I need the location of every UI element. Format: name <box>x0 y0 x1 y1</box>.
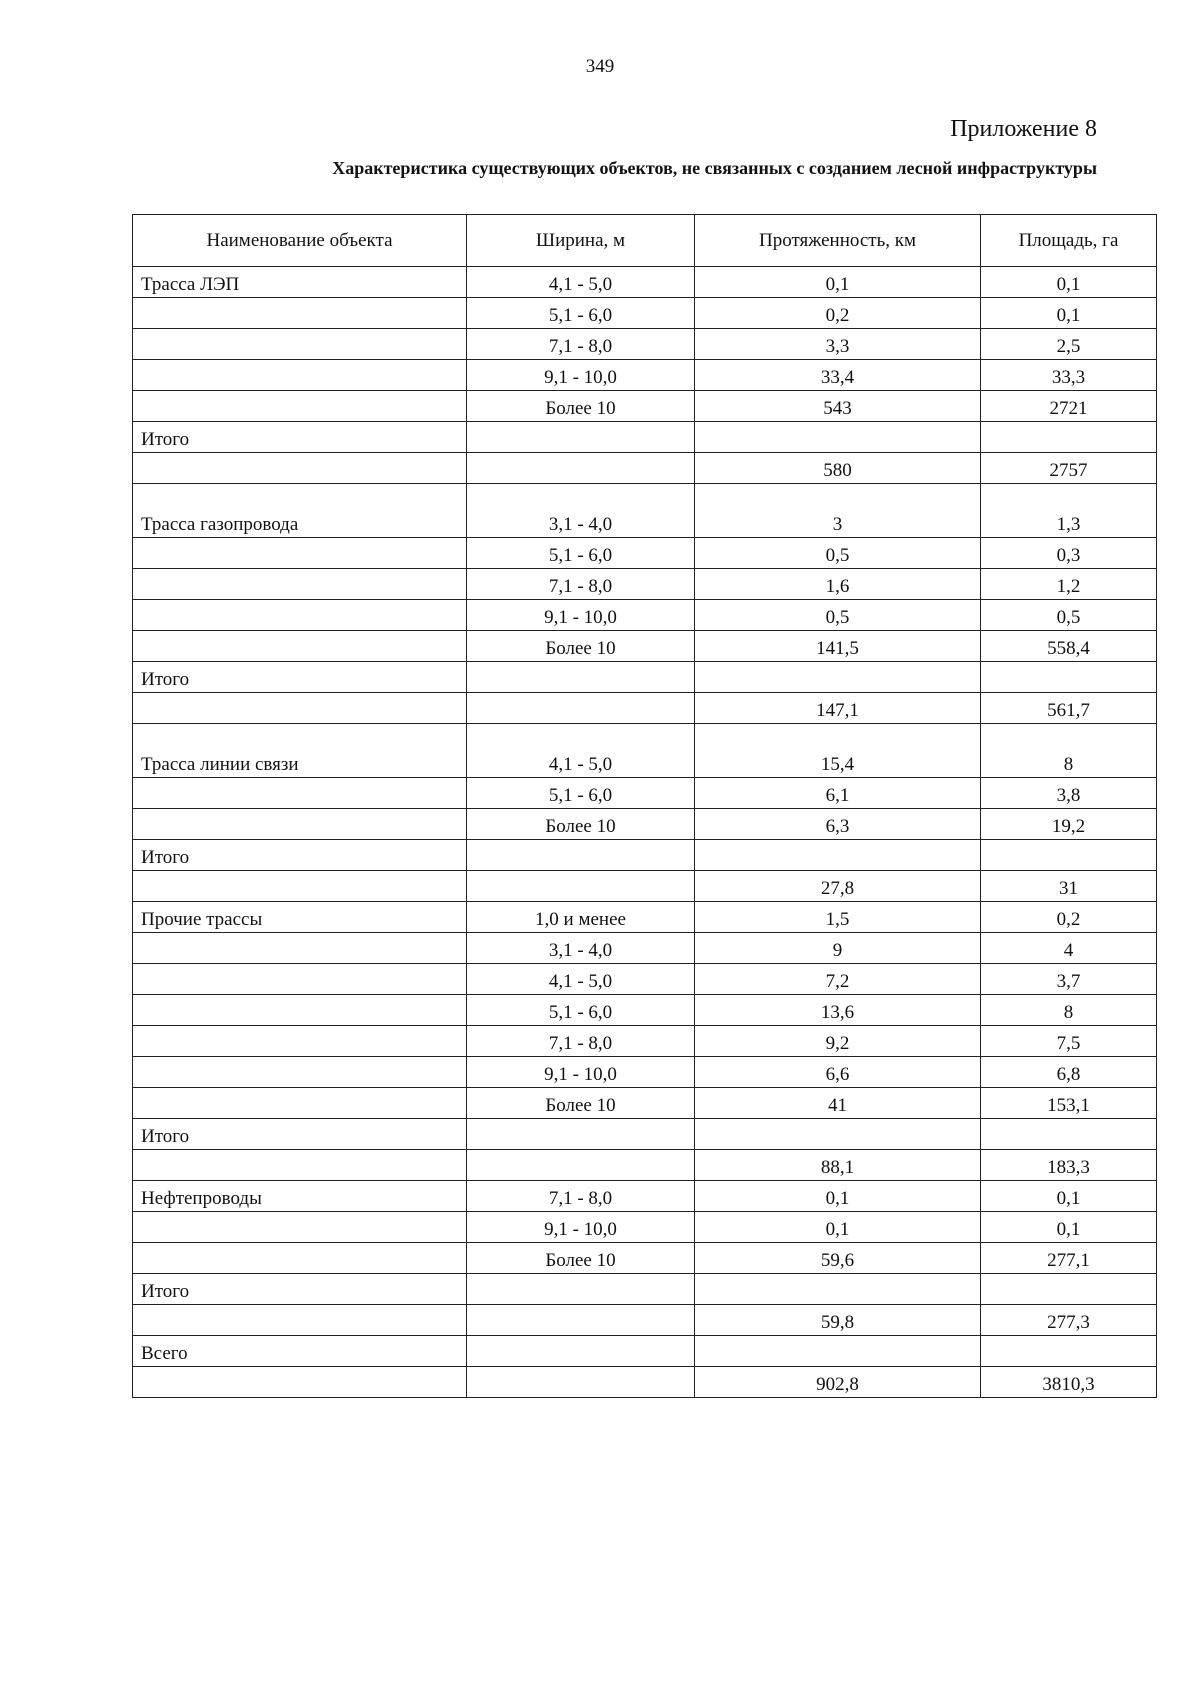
cell-object-name <box>133 1243 467 1274</box>
table-row <box>133 662 1157 693</box>
cell-length <box>695 1274 981 1305</box>
cell-width: 4,1 - 5,0 <box>467 964 695 995</box>
table-row <box>133 329 1157 360</box>
cell-area: 1,2 <box>981 569 1157 600</box>
cell-length: 1,6 <box>695 569 981 600</box>
cell-area: 8 <box>981 995 1157 1026</box>
cell-length: 9,2 <box>695 1026 981 1057</box>
header-row <box>133 215 1157 267</box>
table-row <box>133 631 1157 662</box>
table-row <box>133 995 1157 1026</box>
cell-length: 6,1 <box>695 778 981 809</box>
table-row <box>133 1057 1157 1088</box>
cell-object-name: Итого <box>133 840 467 871</box>
cell-object-name <box>133 569 467 600</box>
table-row <box>133 1212 1157 1243</box>
cell-length: 3 <box>695 484 981 538</box>
cell-width: Более 10 <box>467 809 695 840</box>
cell-length: 6,6 <box>695 1057 981 1088</box>
cell-area: 561,7 <box>981 693 1157 724</box>
cell-width: 7,1 - 8,0 <box>467 569 695 600</box>
cell-area: 3810,3 <box>981 1367 1157 1398</box>
cell-area: 3,8 <box>981 778 1157 809</box>
table-row <box>133 778 1157 809</box>
cell-length: 580 <box>695 453 981 484</box>
cell-area <box>981 1336 1157 1367</box>
document-title: Характеристика существующих объектов, не связанных с созданием лесной инфраструктуры <box>332 158 1097 178</box>
table-row <box>133 1181 1157 1212</box>
cell-length: 27,8 <box>695 871 981 902</box>
cell-width: Более 10 <box>467 631 695 662</box>
cell-length <box>695 1336 981 1367</box>
cell-object-name <box>133 933 467 964</box>
table-row <box>133 809 1157 840</box>
cell-area: 153,1 <box>981 1088 1157 1119</box>
cell-length <box>695 1119 981 1150</box>
cell-width <box>467 662 695 693</box>
cell-length: 59,6 <box>695 1243 981 1274</box>
cell-width: Более 10 <box>467 1088 695 1119</box>
cell-object-name <box>133 1212 467 1243</box>
table-row <box>133 422 1157 453</box>
cell-object-name: Итого <box>133 1119 467 1150</box>
cell-object-name <box>133 329 467 360</box>
cell-object-name: Трасса линии связи <box>133 724 467 778</box>
table-row <box>133 724 1157 778</box>
cell-area: 7,5 <box>981 1026 1157 1057</box>
table-row <box>133 1026 1157 1057</box>
cell-width <box>467 1336 695 1367</box>
cell-width: 7,1 - 8,0 <box>467 329 695 360</box>
cell-width: 1,0 и менее <box>467 902 695 933</box>
cell-object-name: Прочие трассы <box>133 902 467 933</box>
cell-object-name <box>133 809 467 840</box>
table-row <box>133 1119 1157 1150</box>
cell-object-name <box>133 1088 467 1119</box>
cell-length <box>695 840 981 871</box>
cell-area <box>981 422 1157 453</box>
cell-length: 543 <box>695 391 981 422</box>
cell-width: 9,1 - 10,0 <box>467 1057 695 1088</box>
cell-object-name <box>133 995 467 1026</box>
cell-width: 5,1 - 6,0 <box>467 995 695 1026</box>
table-row <box>133 267 1157 298</box>
cell-width: 3,1 - 4,0 <box>467 933 695 964</box>
table-row <box>133 1088 1157 1119</box>
column-header-length: Протяженность, км <box>695 215 981 267</box>
table-row <box>133 871 1157 902</box>
table-row <box>133 1243 1157 1274</box>
cell-width <box>467 422 695 453</box>
cell-length: 13,6 <box>695 995 981 1026</box>
cell-width: Более 10 <box>467 1243 695 1274</box>
cell-area: 31 <box>981 871 1157 902</box>
cell-length: 9 <box>695 933 981 964</box>
cell-area: 2721 <box>981 391 1157 422</box>
cell-length: 0,1 <box>695 267 981 298</box>
cell-width <box>467 693 695 724</box>
cell-width: 4,1 - 5,0 <box>467 267 695 298</box>
cell-object-name: Трасса газопровода <box>133 484 467 538</box>
cell-area: 0,1 <box>981 1181 1157 1212</box>
cell-length: 59,8 <box>695 1305 981 1336</box>
cell-object-name <box>133 964 467 995</box>
cell-length: 0,2 <box>695 298 981 329</box>
cell-area: 558,4 <box>981 631 1157 662</box>
cell-area: 3,7 <box>981 964 1157 995</box>
cell-object-name: Итого <box>133 662 467 693</box>
cell-length: 33,4 <box>695 360 981 391</box>
table-body <box>133 267 1157 1398</box>
cell-length: 1,5 <box>695 902 981 933</box>
cell-object-name <box>133 298 467 329</box>
cell-area: 277,3 <box>981 1305 1157 1336</box>
cell-object-name <box>133 693 467 724</box>
cell-length: 0,1 <box>695 1181 981 1212</box>
cell-width: 7,1 - 8,0 <box>467 1181 695 1212</box>
cell-length: 7,2 <box>695 964 981 995</box>
cell-area: 0,2 <box>981 902 1157 933</box>
cell-object-name <box>133 631 467 662</box>
cell-area: 0,1 <box>981 1212 1157 1243</box>
cell-width: 5,1 - 6,0 <box>467 298 695 329</box>
cell-object-name: Итого <box>133 422 467 453</box>
cell-object-name <box>133 538 467 569</box>
cell-area: 0,3 <box>981 538 1157 569</box>
table-row <box>133 964 1157 995</box>
cell-object-name <box>133 1150 467 1181</box>
cell-length: 0,1 <box>695 1212 981 1243</box>
objects-table <box>132 214 1157 1398</box>
cell-area <box>981 1274 1157 1305</box>
cell-width: 3,1 - 4,0 <box>467 484 695 538</box>
cell-length: 141,5 <box>695 631 981 662</box>
cell-width <box>467 1150 695 1181</box>
cell-area <box>981 1119 1157 1150</box>
table-row <box>133 569 1157 600</box>
cell-width: 9,1 - 10,0 <box>467 360 695 391</box>
cell-area: 2,5 <box>981 329 1157 360</box>
cell-width: 4,1 - 5,0 <box>467 724 695 778</box>
table-row <box>133 484 1157 538</box>
table-row <box>133 840 1157 871</box>
cell-width: 9,1 - 10,0 <box>467 600 695 631</box>
column-header-name: Наименование объекта <box>133 215 467 267</box>
cell-length: 88,1 <box>695 1150 981 1181</box>
cell-object-name <box>133 778 467 809</box>
cell-width <box>467 840 695 871</box>
cell-area: 6,8 <box>981 1057 1157 1088</box>
table-row <box>133 902 1157 933</box>
cell-length <box>695 422 981 453</box>
column-header-area: Площадь, га <box>981 215 1157 267</box>
table-row <box>133 1274 1157 1305</box>
table-row <box>133 600 1157 631</box>
cell-object-name: Нефтепроводы <box>133 1181 467 1212</box>
table-row <box>133 1367 1157 1398</box>
table-row <box>133 1305 1157 1336</box>
page-number: 349 <box>585 56 615 77</box>
table-row <box>133 391 1157 422</box>
cell-object-name: Всего <box>133 1336 467 1367</box>
cell-area: 0,1 <box>981 298 1157 329</box>
cell-length: 147,1 <box>695 693 981 724</box>
cell-area: 4 <box>981 933 1157 964</box>
column-header-width: Ширина, м <box>467 215 695 267</box>
cell-area: 277,1 <box>981 1243 1157 1274</box>
cell-width <box>467 1119 695 1150</box>
table-row <box>133 453 1157 484</box>
table-row <box>133 298 1157 329</box>
table-row <box>133 1336 1157 1367</box>
cell-object-name <box>133 391 467 422</box>
cell-width: 9,1 - 10,0 <box>467 1212 695 1243</box>
cell-object-name <box>133 1305 467 1336</box>
cell-object-name <box>133 871 467 902</box>
cell-area: 183,3 <box>981 1150 1157 1181</box>
cell-length: 902,8 <box>695 1367 981 1398</box>
appendix-label: Приложение 8 <box>950 116 1097 142</box>
cell-width <box>467 1305 695 1336</box>
cell-area: 0,5 <box>981 600 1157 631</box>
cell-width: Более 10 <box>467 391 695 422</box>
table-row <box>133 933 1157 964</box>
cell-object-name <box>133 600 467 631</box>
cell-area <box>981 840 1157 871</box>
cell-area: 0,1 <box>981 267 1157 298</box>
table-row <box>133 693 1157 724</box>
cell-width <box>467 453 695 484</box>
cell-width: 5,1 - 6,0 <box>467 778 695 809</box>
cell-length: 41 <box>695 1088 981 1119</box>
cell-area: 8 <box>981 724 1157 778</box>
cell-width <box>467 1367 695 1398</box>
cell-object-name <box>133 453 467 484</box>
cell-width: 7,1 - 8,0 <box>467 1026 695 1057</box>
cell-length: 0,5 <box>695 600 981 631</box>
cell-object-name <box>133 1026 467 1057</box>
cell-object-name <box>133 1367 467 1398</box>
cell-length <box>695 662 981 693</box>
table-row <box>133 538 1157 569</box>
cell-width <box>467 871 695 902</box>
table-header <box>133 215 1157 267</box>
cell-object-name <box>133 1057 467 1088</box>
cell-area: 33,3 <box>981 360 1157 391</box>
cell-length: 15,4 <box>695 724 981 778</box>
table-row <box>133 1150 1157 1181</box>
cell-length: 3,3 <box>695 329 981 360</box>
cell-object-name: Итого <box>133 1274 467 1305</box>
cell-width <box>467 1274 695 1305</box>
table-row <box>133 360 1157 391</box>
cell-length: 0,5 <box>695 538 981 569</box>
cell-area <box>981 662 1157 693</box>
cell-object-name <box>133 360 467 391</box>
cell-area: 1,3 <box>981 484 1157 538</box>
cell-area: 2757 <box>981 453 1157 484</box>
cell-width: 5,1 - 6,0 <box>467 538 695 569</box>
cell-object-name: Трасса ЛЭП <box>133 267 467 298</box>
cell-length: 6,3 <box>695 809 981 840</box>
cell-area: 19,2 <box>981 809 1157 840</box>
